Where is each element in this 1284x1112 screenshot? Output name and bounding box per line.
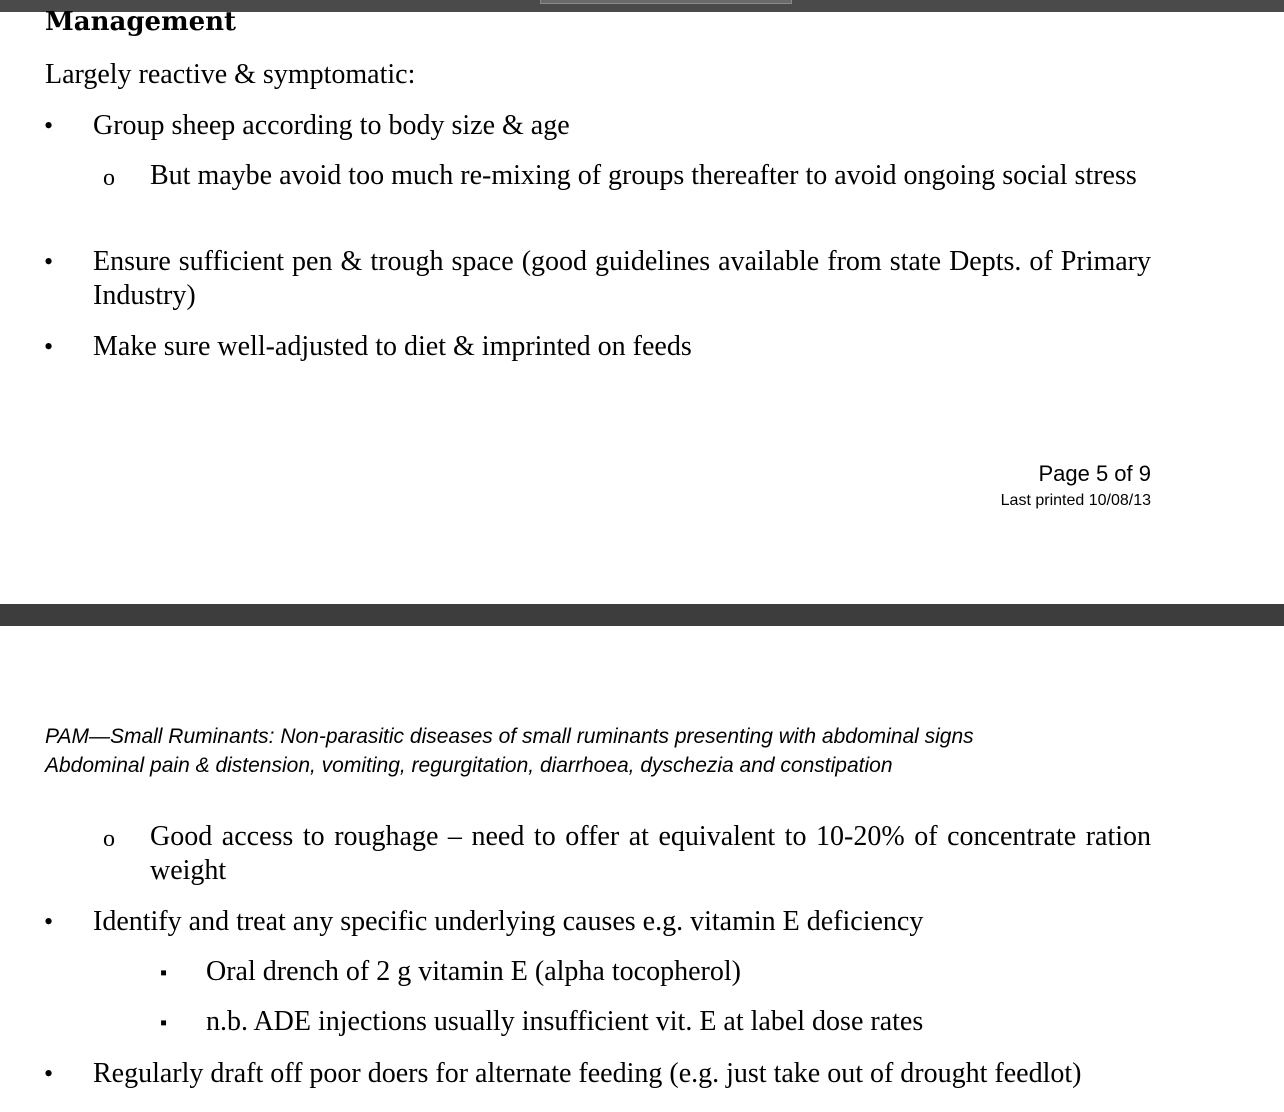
page-number: Page 5 of 9 — [1038, 461, 1151, 486]
list-item-text: Good access to roughage – need to offer at equivalent to 10-20% of concentrate ration weight — [150, 821, 1151, 886]
list-item-text: Make sure well-adjusted to diet & imprinted on feeds — [93, 331, 692, 362]
bullet-marker: • — [44, 247, 54, 276]
last-printed: Last printed 10/08/13 — [1000, 492, 1151, 509]
running-header-subtitle: Abdominal pain & distension, vomiting, regurgitation, diarrhoea, dyschezia and constipation — [45, 754, 893, 777]
bullet-marker: ▪ — [160, 1012, 168, 1034]
bullet-marker: • — [44, 111, 54, 140]
toolbar-tab[interactable] — [540, 0, 792, 4]
list-item-text: Ensure sufficient pen & trough space (good guidelines available from state Depts. of Primary Industry) — [93, 246, 1151, 311]
list-item-text: But maybe avoid too much re-mixing of groups thereafter to avoid ongoing social stress — [150, 160, 1137, 191]
list-item-text: Oral drench of 2 g vitamin E (alpha tocopherol) — [206, 956, 741, 987]
section-heading: Management — [45, 7, 237, 37]
bullet-marker: o — [103, 165, 115, 191]
bullet-marker: ▪ — [160, 962, 168, 984]
bullet-marker: • — [44, 332, 54, 361]
intro-text: Largely reactive & symptomatic: — [45, 59, 416, 90]
bullet-marker: • — [44, 1059, 54, 1088]
list-item-text: Regularly draft off poor doers for alternate feeding (e.g. just take out of drought feedlot) — [93, 1058, 1082, 1089]
running-header-title: PAM—Small Ruminants: Non-parasitic diseases of small ruminants presenting with abdominal signs — [45, 725, 974, 748]
list-item-text: Identify and treat any specific underlying causes e.g. vitamin E deficiency — [93, 906, 924, 937]
list-item-text: Group sheep according to body size & age — [93, 110, 570, 141]
list-item-text: n.b. ADE injections usually insufficient vit. E at label dose rates — [206, 1006, 924, 1037]
bullet-marker: • — [44, 907, 54, 936]
bullet-marker: o — [103, 826, 115, 852]
page-separator — [0, 604, 1284, 626]
